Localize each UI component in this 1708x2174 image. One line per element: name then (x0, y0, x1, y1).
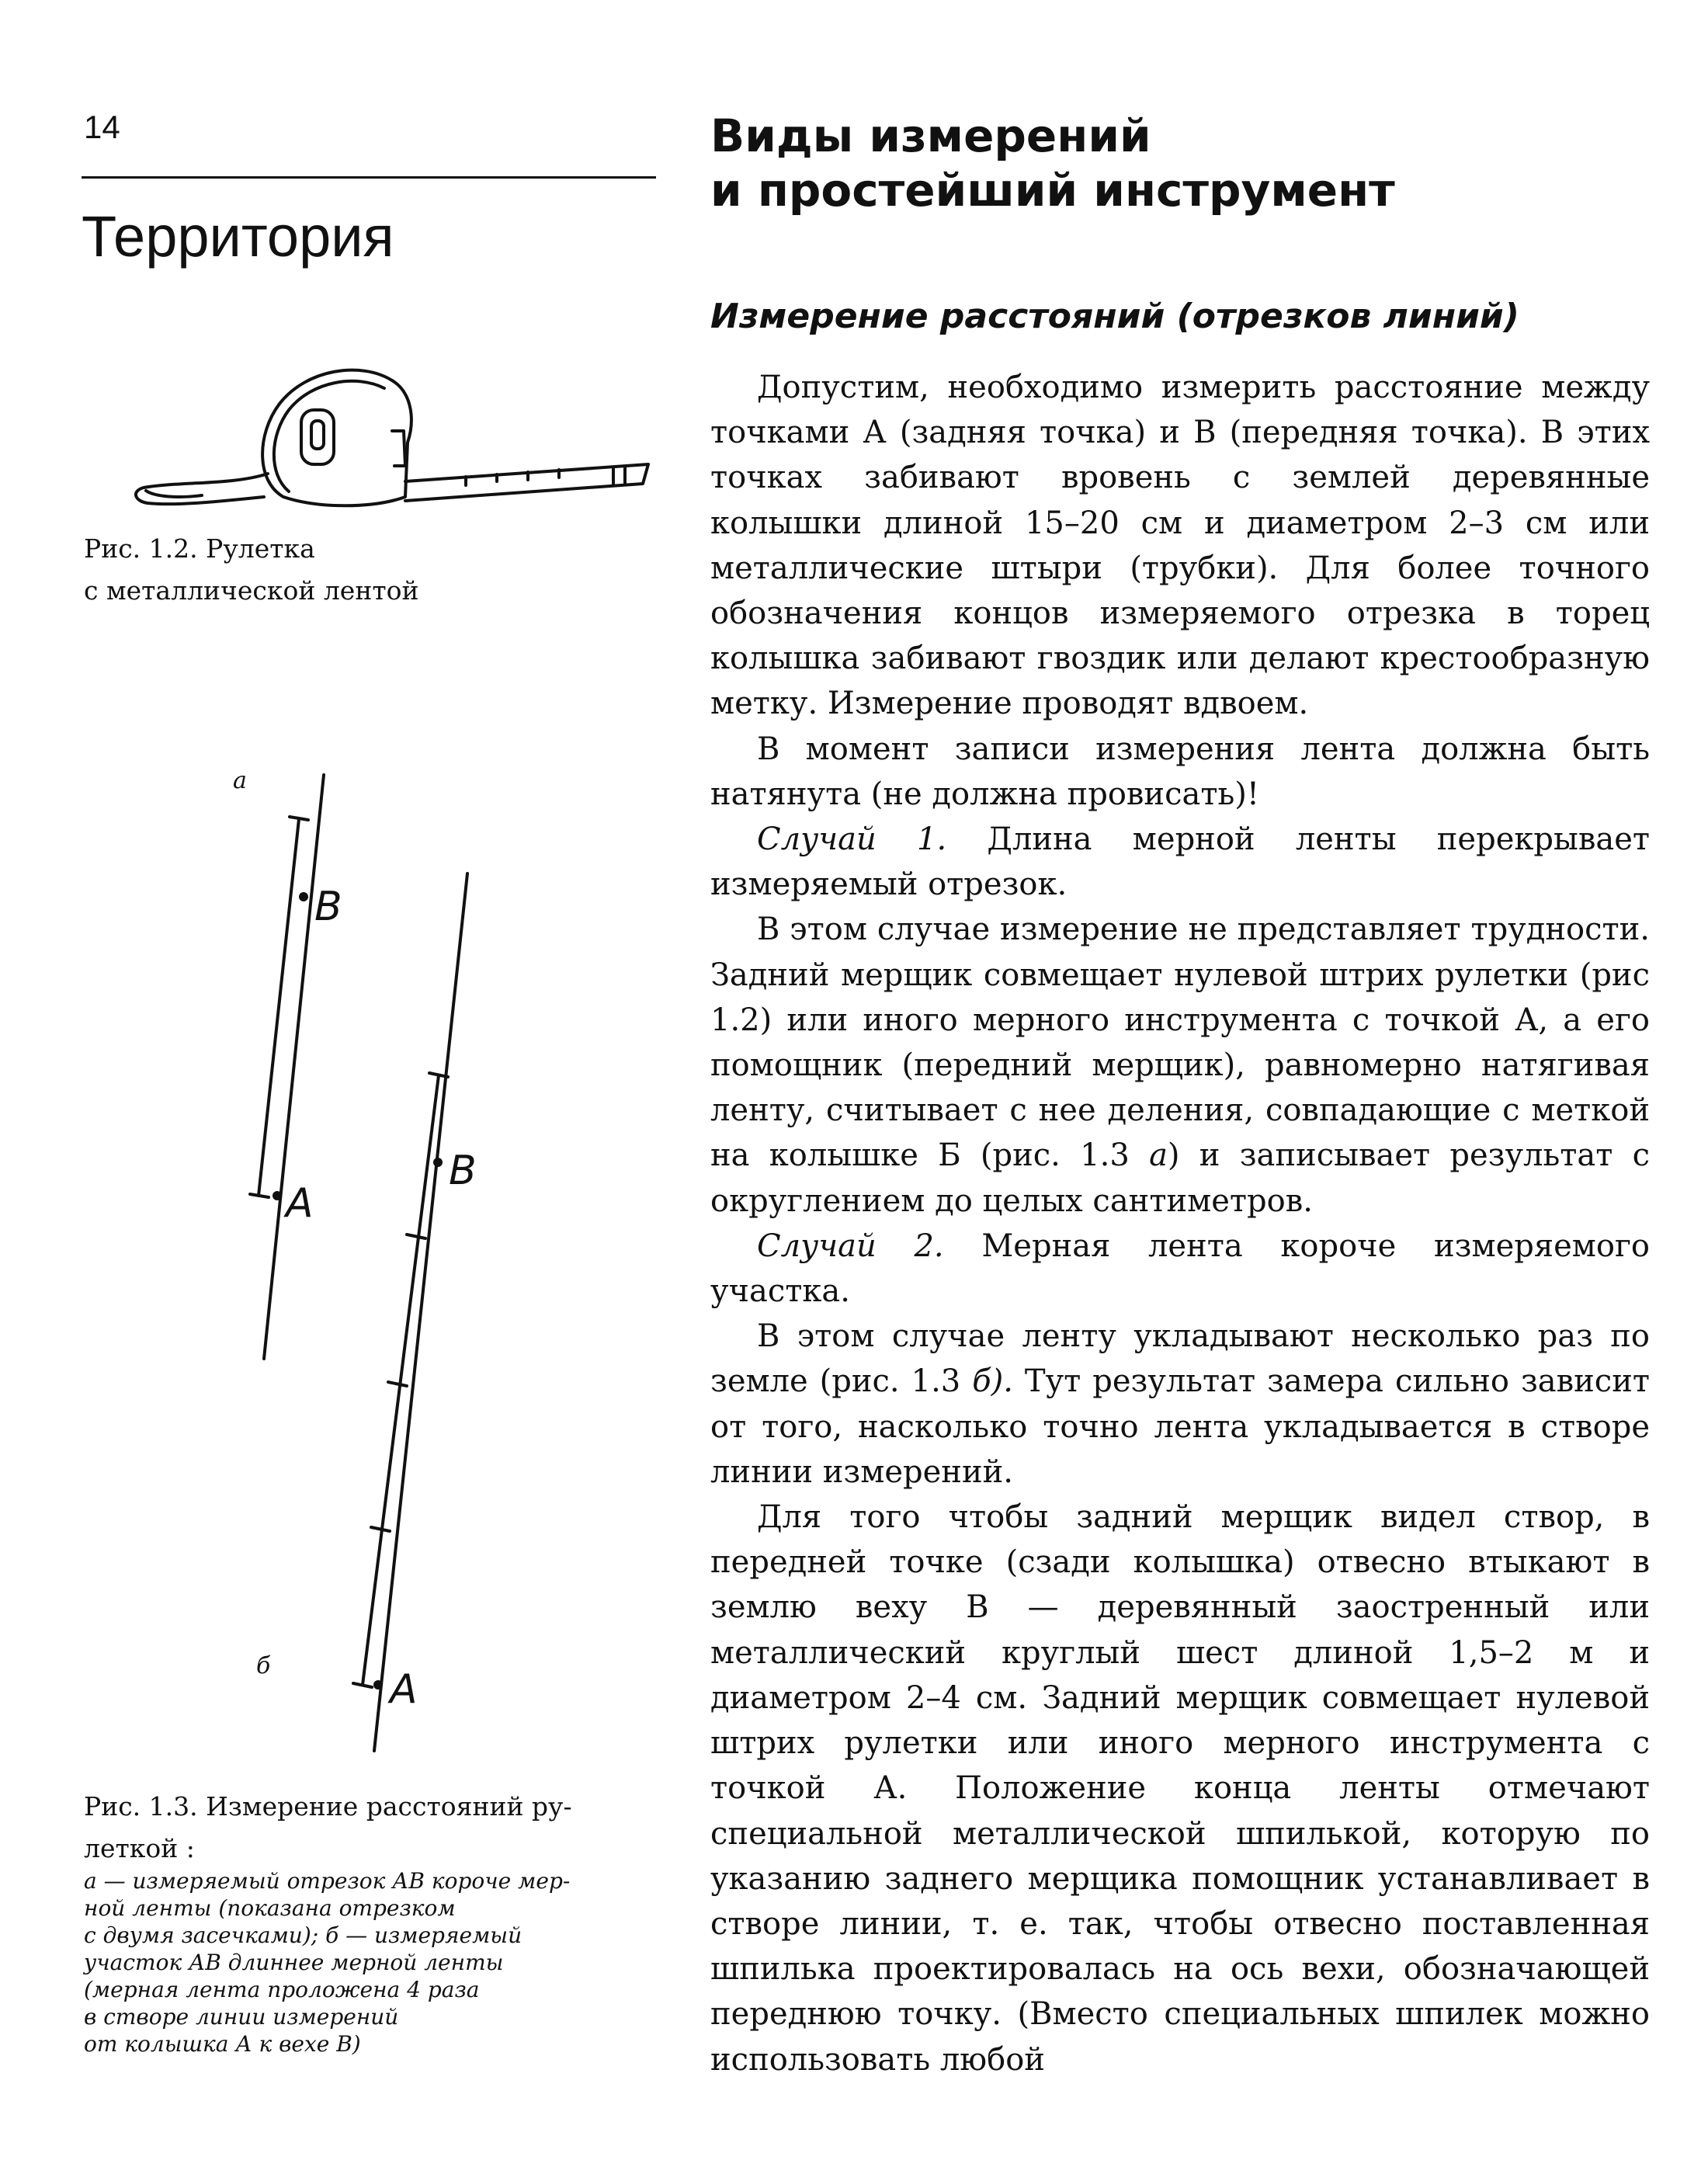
point-b-marker-b (433, 1158, 443, 1167)
tape-tick-bottom-a (250, 1194, 269, 1197)
p4-part2: ) и записывает результат с округлением до целых сантиметров. (710, 1137, 1650, 1219)
legend-line: участок АВ длиннее мерной ленты (84, 1950, 504, 1975)
figure-1-3-caption-line2: леткой : (84, 1833, 195, 1863)
legend-line: от колышка А к вехе В) (84, 2031, 361, 2057)
legend-line: с двумя засечками); б — измеряемый (84, 1922, 522, 1948)
chapter-title-line2: и простейший инструмент (710, 164, 1395, 217)
point-a-label-a: A (286, 1180, 314, 1227)
tape-segment-a (259, 819, 299, 1196)
paragraph-7: Для того чтобы задний мерщик видел створ, в передней точке (сзади колышка) отвесно втыкают в землю веху В — деревянный заостренный или металлический круглый шест длиной 1,5–2 м и диаметром 2–4 см. Задний мерщик совмещает нулевой штрих рулетки или иного мерного инструмента с точкой А. Положение конца ленты отмечают специальной металлической шпилькой, которую по указанию заднего мерщика помощник устанавливает в створе линии, т. е. так, чтобы отвесно поставленная шпилька проектировалась на ось вехи, обозначающей переднюю точку. (Вместо специальных шпилек можно использовать любой (710, 1499, 1650, 2078)
legend-line: (мерная лента проложена 4 раза (84, 1977, 480, 2002)
paragraph-1: Допустим, необходимо измерить расстояние между точками А (задняя точка) и В (передняя точка). В этих точках забивают вровень с землей деревянные колышки длиной 15–20 см и диаметром 2–3 см или металлические штыри (трубки). Для более точного обозначения концов измеряемого отрезка в торец колышка забивают гвоздик или делают крестообразную метку. Измерение проводят вдвоем. (710, 370, 1650, 722)
case-2-text: Мерная лента короче измеряемого участка. (710, 1228, 1651, 1310)
case-2-label: Случай 2. (757, 1228, 944, 1264)
paragraph-2: В момент записи измерения лента должна быть натянута (не должна провисать)! (710, 731, 1650, 812)
panel-a-label: а (233, 767, 247, 794)
tape-tick-3 (388, 1382, 407, 1386)
legend-line: ной ленты (показана отрезком (84, 1895, 456, 1921)
tape-tick-top-a (290, 817, 308, 820)
legend-line: а — измеряемый отрезок АВ короче мер- (84, 1868, 571, 1894)
point-b-label-b: B (449, 1148, 477, 1194)
p6-part1: В этом случае ленту укладывают несколько раз по земле (рис. 1.3 (710, 1318, 1650, 1400)
figure-1-3-caption-line1: Рис. 1.3. Измерение расстояний ру- (84, 1791, 572, 1822)
survey-line-b (374, 873, 467, 1751)
point-b-marker-a (299, 892, 308, 901)
p6-part2: Тут результат замера сильно зависит от того, насколько точно лента укладывается в створе линии измерений. (710, 1363, 1650, 1490)
tape-tick-4 (371, 1527, 390, 1531)
figure-1-2-caption-line1: Рис. 1.2. Рулетка (84, 533, 315, 564)
case-1-label: Случай 1. (757, 821, 947, 858)
panel-b-label: б (256, 1652, 271, 1679)
p4-italic: а (1149, 1137, 1168, 1174)
case-1-text: Длина мерной ленты перекрывает измеряемый отрезок. (710, 821, 1650, 903)
figure-1-3-legend (84, 1867, 658, 2058)
tape-tick-5 (353, 1683, 372, 1687)
page-number: 14 (84, 109, 120, 145)
chapter-title-line1: Виды измерений (710, 109, 1151, 162)
p6-italic: б). (972, 1363, 1013, 1400)
section-name: Территория (82, 204, 394, 269)
point-b-label-a: B (314, 884, 342, 930)
figure-1-3-panel-a (250, 775, 324, 1359)
tape-tick-2 (407, 1235, 425, 1238)
point-a-marker-b (373, 1680, 383, 1690)
paragraph-3 (710, 817, 1650, 907)
point-a-marker-a (273, 1191, 282, 1200)
tape-measure-icon (136, 370, 648, 506)
paragraph-6 (710, 1314, 1650, 1495)
body-text (710, 365, 1650, 2082)
figure-1-2-caption-line2: с металлической лентой (84, 575, 419, 606)
figure-1-3-caption (84, 1786, 658, 1870)
point-a-label-b: A (390, 1666, 418, 1713)
legend-line: в створе линии измерений (84, 2004, 399, 2030)
p4-part1: В этом случае измерение не представляет трудности. Задний мерщик совмещает нулевой штрих рулетки (рис 1.2) или иного мерного инструмента с точкой А, а его помощник (передний мерщик), равномерно натягивая ленту, считывает с нее деления, совпадающие с меткой на колышке Б (рис. 1.3 (710, 912, 1650, 1174)
tape-layout-b (363, 1075, 439, 1685)
subheading: Измерение расстояний (отрезков линий) (710, 297, 1519, 336)
figure-1-2-caption (84, 528, 550, 612)
paragraph-4 (710, 907, 1650, 1223)
paragraph-5 (710, 1224, 1650, 1314)
figure-1-3-panel-b (353, 873, 467, 1751)
